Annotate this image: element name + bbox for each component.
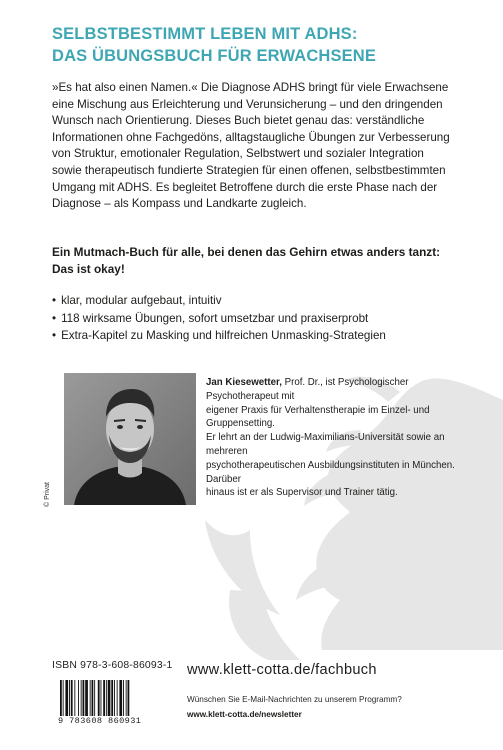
intro-line: Umgang mit ADHS. Es begleitet Betroffene durch die erste Phase nach der (52, 180, 438, 194)
newsletter-question: Wünschen Sie E-Mail-Nachrichten zu unserem Programm? (187, 695, 402, 704)
title-line-2: DAS ÜBUNGSBUCH FÜR ERWACHSENE (52, 47, 376, 65)
photo-credit: © Privat (44, 482, 51, 507)
mutmach-line-2: Das ist okay! (52, 262, 125, 276)
bio-line: eigener Praxis für Verhaltenstherapie im Einzel- und Gruppensetting. (206, 404, 430, 430)
author-photo (64, 373, 196, 505)
bio-line: Prof. Dr., ist Psychologischer Psychotherapeut mit (206, 377, 409, 402)
intro-line: sowie therapeutisch fundierte Strategien für einen offenen, selbstbestimmten (52, 163, 446, 177)
bio-line: Er lehrt an der Ludwig-Maximilians-Universität sowie an mehreren (206, 432, 445, 457)
intro-line: Diagnose – als Kompass und Landkarte zugleich. (52, 197, 307, 211)
author-bio (206, 376, 468, 500)
newsletter-url[interactable]: www.klett-cotta.de/newsletter (187, 710, 302, 719)
author-name: Jan Kiesewetter, (206, 377, 282, 388)
feature-item: • 118 wirksame Übungen, sofort umsetzbar und praxiserprobt (52, 310, 472, 328)
barcode-digits: 9 783608 860931 (58, 716, 158, 726)
intro-line: eine Mischung aus Erleichterung und Verunsicherung – und den dringenden (52, 97, 443, 111)
feature-item: • Extra-Kapitel zu Masking und hilfreichen Unmasking-Strategien (52, 327, 472, 345)
mutmach-line-1: Ein Mutmach-Buch für alle, bei denen das Gehirn etwas anders tanzt: (52, 245, 441, 259)
publisher-url[interactable]: www.klett-cotta.de/fachbuch (187, 662, 377, 678)
bio-line: hinaus ist er als Supervisor und Trainer tätig. (206, 487, 398, 499)
intro-line: »Es hat also einen Namen.« Die Diagnose ADHS bringt für viele Erwachsene (52, 81, 449, 94)
intro-line: von Struktur, emotionaler Regulation, Selbstwert und sozialer Integration (52, 147, 424, 161)
title-line-1: SELBSTBESTIMMT LEBEN MIT ADHS: (52, 25, 358, 43)
feature-list (52, 292, 472, 345)
isbn-number: ISBN 978-3-608-86093-1 (52, 660, 173, 671)
mutmach-statement (52, 244, 472, 278)
feature-item: • klar, modular aufgebaut, intuitiv (52, 292, 472, 310)
intro-line: Informationen ohne Fachgedöns, alltagstaugliche Übungen zur Verbesserung (52, 130, 450, 144)
intro-paragraph (52, 80, 472, 213)
intro-line: Wunsch nach Orientierung. Dieses Buch bietet genau das: verständliche (52, 114, 425, 128)
book-title (52, 23, 472, 67)
bio-line: psychotherapeutischen Ausbildungsinstituten in München. Darüber (206, 459, 455, 485)
